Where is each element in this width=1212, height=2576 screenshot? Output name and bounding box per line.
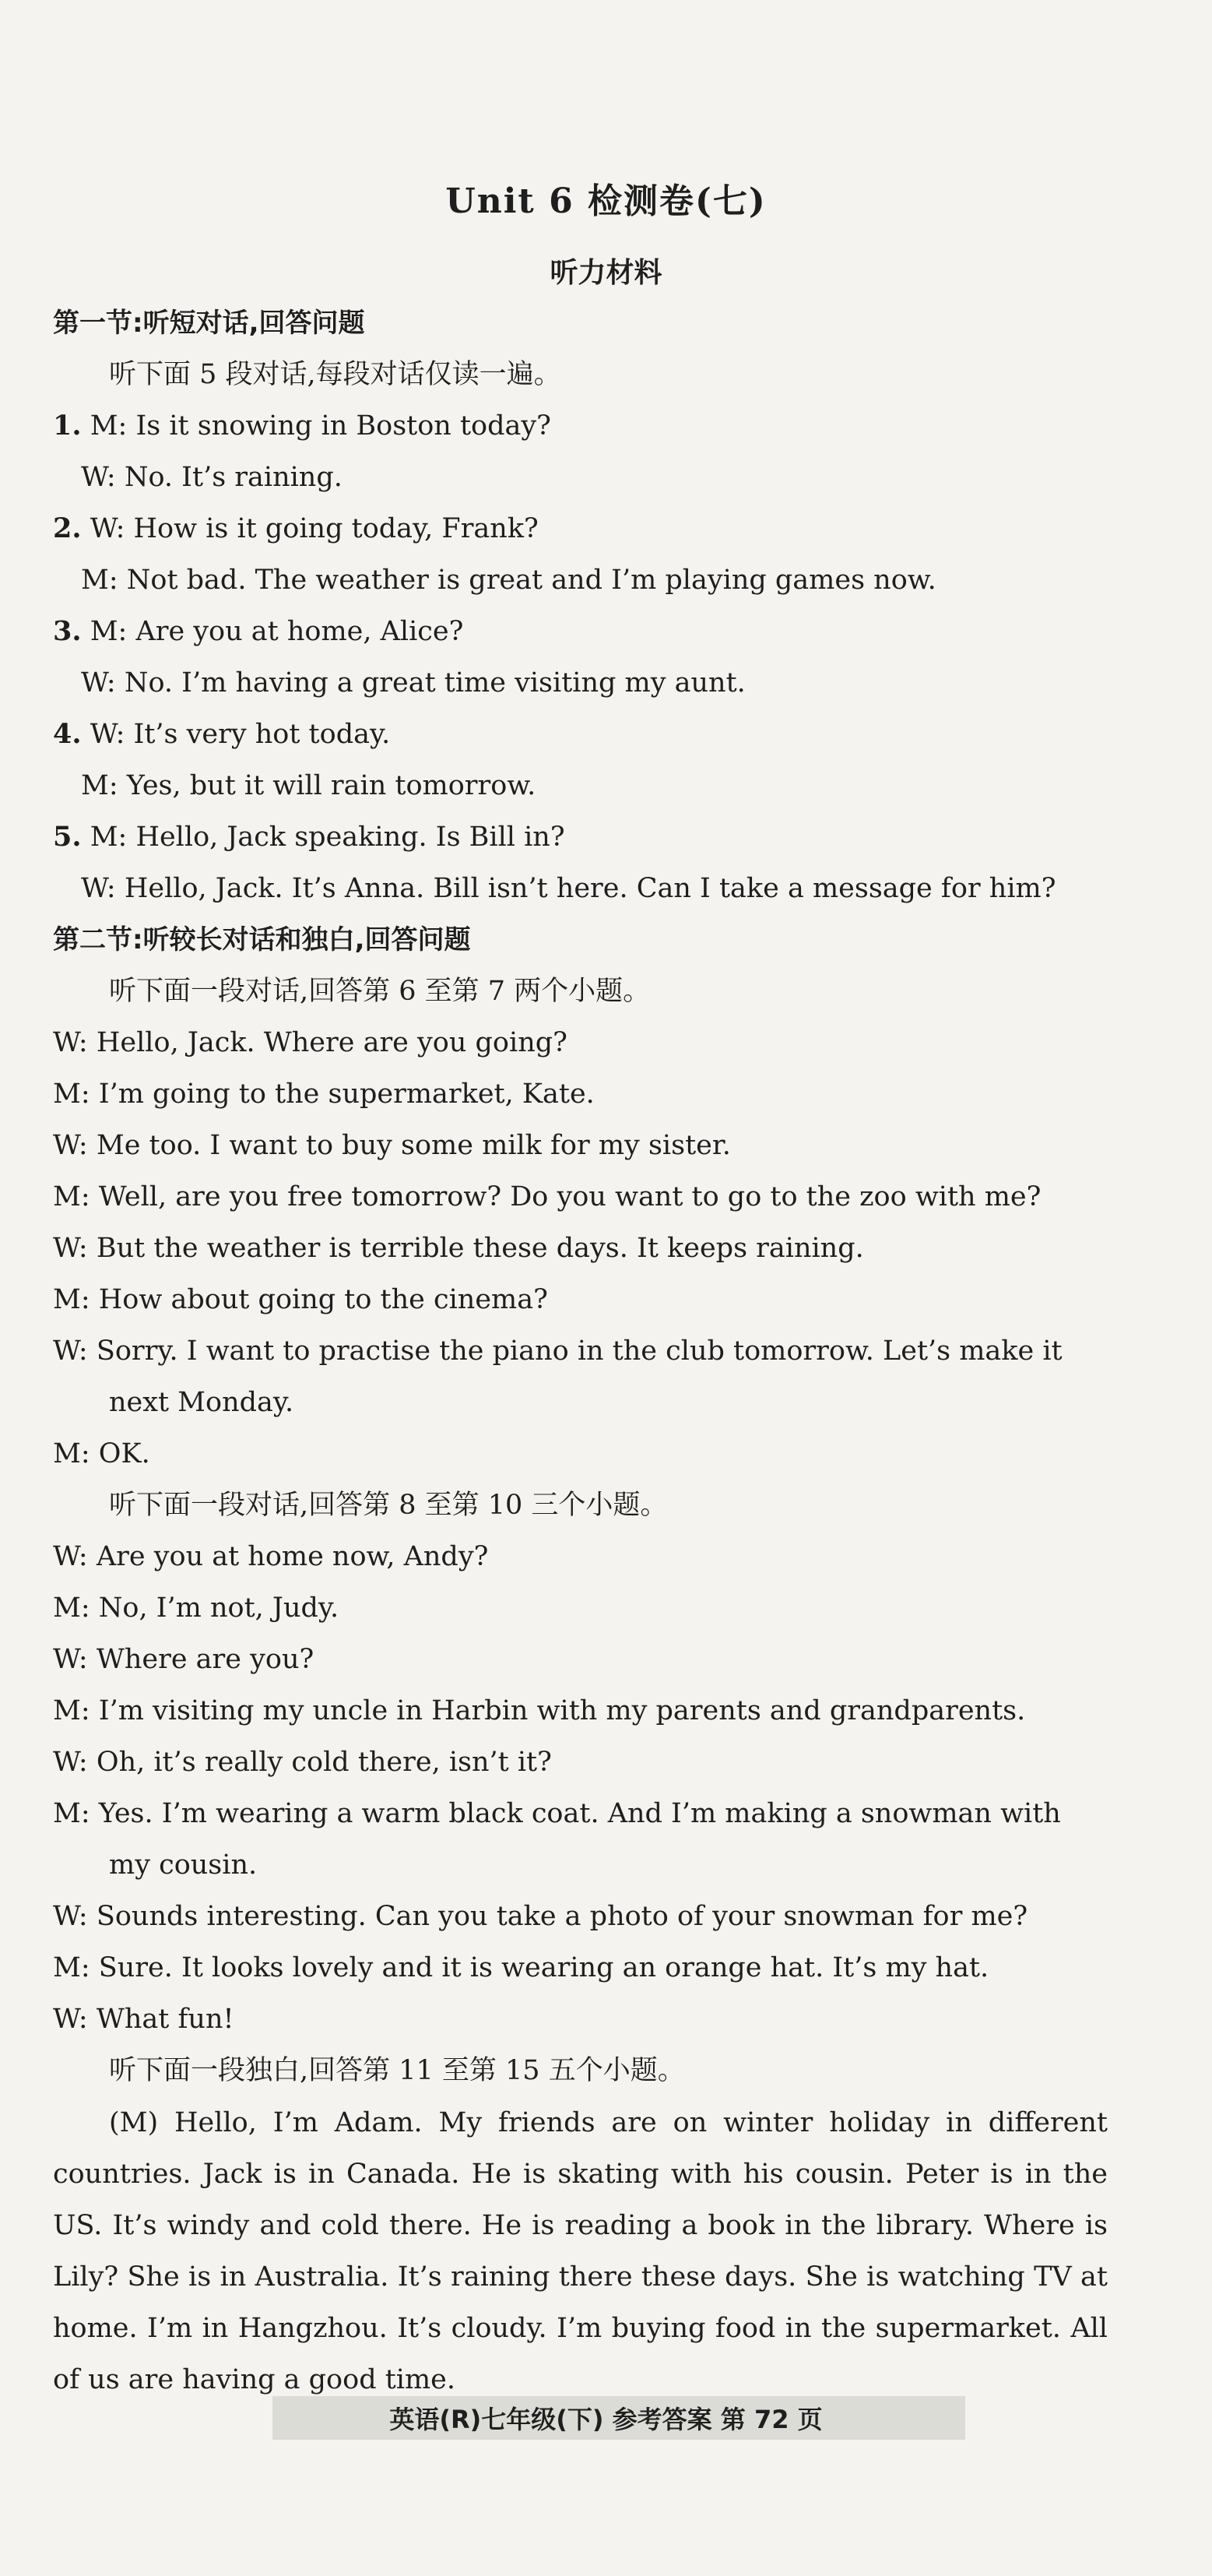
speaker: M: — [53, 1695, 90, 1726]
section2-heading: 第二节:听较长对话和独白,回答问题 — [53, 924, 471, 955]
dialog-line: W: No. It’s raining. — [81, 462, 343, 493]
speaker: M: — [53, 1079, 90, 1110]
utterance: Well, are you free tomorrow? Do you want to go to the zoo with me? — [98, 1181, 1042, 1212]
dialog-line — [53, 1332, 1143, 1371]
dialog-line: W: It’s very hot today. — [90, 719, 391, 750]
dialog-line — [53, 1075, 1143, 1114]
speaker: W: — [53, 1541, 88, 1572]
speaker: W: — [53, 1336, 88, 1367]
monologue-paragraph: (M) Hello, I’m Adam. My friends are on winter holiday in different countries. Jack is in Canada. He is skating with his cousin. Peter is in the US. It’s windy and cold there. He is reading a book in the library. Where is Lily? She is in Australia. It’s raining there these days. She is watching TV at home. I’m in Hangzhou. It’s cloudy. I’m buying food in the supermarket. All of us are having a good time. — [53, 2107, 1108, 2395]
speaker: M: — [53, 1798, 90, 1829]
dialog-line: M: Is it snowing in Boston today? — [90, 410, 551, 442]
speaker: M: — [53, 1181, 90, 1212]
dialog-line — [53, 1794, 1143, 1833]
utterance: Are you at home now, Andy? — [96, 1541, 489, 1572]
dialog-line — [53, 1640, 1143, 1679]
item-number: 5. — [53, 821, 82, 853]
dialog-item — [53, 509, 1143, 548]
dialog-line — [53, 1691, 1143, 1730]
utterance: What fun! — [96, 2004, 234, 2035]
speaker: W: — [53, 1901, 88, 1932]
dialog-line — [53, 1897, 1143, 1936]
utterance: I’m visiting my uncle in Harbin with my parents and grandparents. — [98, 1695, 1026, 1726]
page-title: Unit 6 检测卷(七) — [445, 181, 767, 221]
dialog-line-continued: my cousin. — [109, 1849, 258, 1881]
utterance: No, I’m not, Judy. — [98, 1592, 339, 1624]
dialog-line: M: Yes, but it will rain tomorrow. — [81, 770, 536, 801]
utterance: I’m going to the supermarket, Kate. — [98, 1079, 595, 1110]
item-number: 3. — [53, 615, 82, 647]
utterance: Sounds interesting. Can you take a photo of your snowman for me? — [96, 1901, 1028, 1932]
dialog-line — [53, 1537, 1143, 1576]
dialog-line: W: How is it going today, Frank? — [90, 513, 539, 544]
speaker: M: — [53, 1284, 90, 1315]
page-footer: 英语(R)七年级(下) 参考答案 第 72 页 — [389, 2405, 823, 2434]
speaker: W: — [53, 1644, 88, 1675]
page-subtitle: 听力材料 — [550, 257, 662, 289]
utterance: But the weather is terrible these days. It keeps raining. — [96, 1233, 864, 1264]
section1-instruction: 听下面 5 段对话,每段对话仅读一遍。 — [109, 359, 561, 390]
utterance: How about going to the cinema? — [98, 1284, 548, 1315]
speaker: W: — [53, 1130, 88, 1161]
speaker: M: — [53, 1592, 90, 1624]
dialog-line: W: Hello, Jack. It’s Anna. Bill isn’t here. Can I take a message for him? — [81, 873, 1056, 904]
speaker: W: — [53, 1233, 88, 1264]
utterance: Sorry. I want to practise the piano in the club tomorrow. Let’s make it — [96, 1336, 1063, 1367]
dialog-line — [53, 1280, 1143, 1319]
dialog-line — [53, 1229, 1143, 1268]
section1-heading: 第一节:听短对话,回答问题 — [53, 308, 365, 339]
dialog-item — [53, 715, 1143, 754]
dialog1-instruction: 听下面一段对话,回答第 6 至第 7 两个小题。 — [109, 976, 651, 1007]
dialog-line — [53, 1126, 1143, 1165]
dialog-line — [53, 1948, 1143, 1987]
utterance: Hello, Jack. Where are you going? — [96, 1027, 567, 1058]
speaker: W: — [53, 1027, 88, 1058]
dialog-line-continued: next Monday. — [109, 1387, 294, 1418]
item-number: 1. — [53, 410, 82, 442]
utterance: Yes. I’m wearing a warm black coat. And I’m making a snowman with — [98, 1798, 1061, 1829]
dialog-line — [53, 1743, 1143, 1782]
dialog-line — [53, 1434, 1143, 1473]
dialog-item — [53, 818, 1143, 857]
item-number: 2. — [53, 512, 82, 544]
utterance: OK. — [98, 1438, 150, 1469]
speaker: M: — [53, 1438, 90, 1469]
dialog-line — [53, 1023, 1143, 1062]
utterance: Where are you? — [96, 1644, 314, 1675]
dialog2-instruction: 听下面一段对话,回答第 8 至第 10 三个小题。 — [109, 1490, 668, 1521]
dialog-line: W: No. I’m having a great time visiting my aunt. — [81, 667, 746, 699]
dialog-line: M: Hello, Jack speaking. Is Bill in? — [90, 822, 565, 853]
utterance: Oh, it’s really cold there, isn’t it? — [96, 1747, 552, 1778]
monologue-instruction: 听下面一段独白,回答第 11 至第 15 五个小题。 — [109, 2055, 685, 2086]
dialog-item — [53, 612, 1143, 651]
dialog-line: M: Are you at home, Alice? — [90, 616, 464, 647]
dialog-line: M: Not bad. The weather is great and I’m playing games now. — [81, 565, 936, 596]
utterance: Me too. I want to buy some milk for my sister. — [96, 1130, 731, 1161]
utterance: Sure. It looks lovely and it is wearing an orange hat. It’s my hat. — [98, 1952, 989, 1983]
speaker: M: — [53, 1952, 90, 1983]
dialog-item — [53, 406, 1143, 445]
speaker: W: — [53, 1747, 88, 1778]
dialog-line — [53, 1177, 1143, 1216]
item-number: 4. — [53, 718, 82, 750]
dialog-line — [53, 1589, 1143, 1628]
dialog-line — [53, 2000, 1143, 2039]
speaker: W: — [53, 2004, 88, 2035]
